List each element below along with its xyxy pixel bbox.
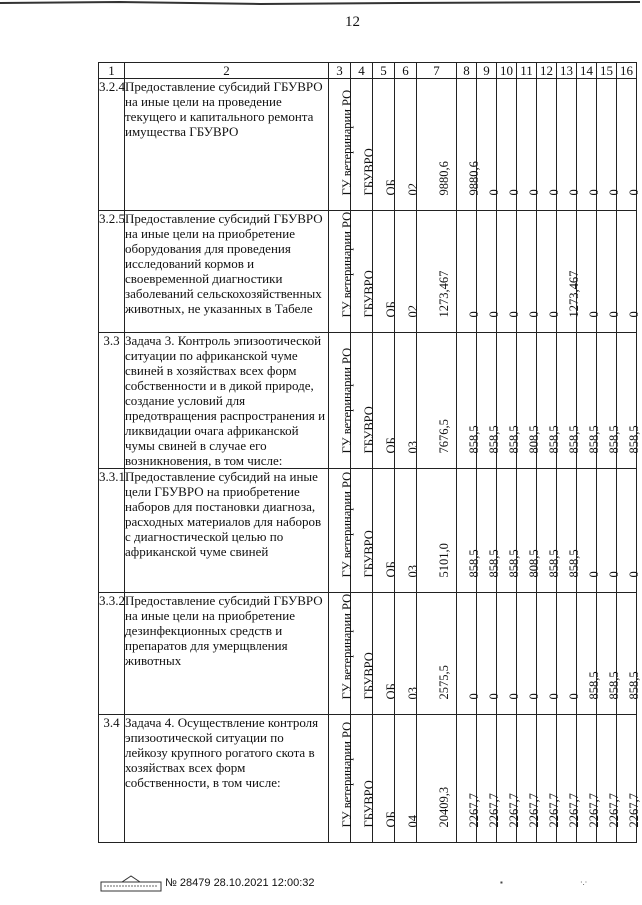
year-amount-cell [617, 211, 641, 333]
year-amount: 858,5 [466, 549, 481, 578]
column-number-9: 9 [477, 63, 497, 79]
year-amount-cell [517, 79, 541, 211]
budget-label: ОБ [383, 179, 398, 196]
executor-label: ГУ ветеринарии РО [339, 471, 354, 578]
column-number-4: 4 [351, 63, 373, 79]
year-amount-cell [597, 333, 621, 469]
agency-label: ГБУВРО [361, 406, 376, 454]
year-amount-cell [597, 469, 621, 593]
section-code-cell [395, 79, 420, 211]
executor-label-cell [329, 715, 354, 843]
executor-label-cell [329, 211, 354, 333]
section-code: 03 [405, 687, 420, 700]
budget-label: ОБ [383, 561, 398, 578]
row-description: Предоставление субсидий ГБУВРО на иные цели на приобретение оборудования для проведения исследований кормов и своевременной диагностики заболеваний сельскохозяйственных животных, не указанных в Табеле [125, 211, 329, 333]
budget-label: ОБ [383, 301, 398, 318]
column-number-16: 16 [617, 63, 637, 79]
year-amount-cell [557, 79, 581, 211]
section-code-cell [395, 333, 420, 469]
year-amount-cell [497, 715, 521, 843]
year-amount: 0 [606, 189, 621, 196]
year-amount-cell [557, 593, 581, 715]
year-amount-cell [537, 211, 561, 333]
year-amount-cell [617, 469, 641, 593]
year-amount: 858,5 [566, 425, 581, 454]
executor-label-cell [329, 593, 354, 715]
year-amount-cell [477, 79, 501, 211]
year-amount: 858,5 [466, 425, 481, 454]
agency-label: ГБУВРО [361, 530, 376, 578]
year-amount: 858,5 [586, 671, 601, 700]
year-amount-cell [517, 593, 541, 715]
year-amount-cell [537, 333, 561, 469]
table-row [99, 469, 637, 593]
year-amount-cell [497, 79, 521, 211]
year-amount: 2267,7 [506, 793, 521, 828]
row-description: Предоставление субсидий ГБУВРО на иные цели на приобретение дезинфекционных средств и препаратов для умерщвления животных [125, 593, 329, 715]
year-amount-cell [577, 333, 601, 469]
year-amount: 0 [546, 189, 561, 196]
year-amount-cell [537, 79, 561, 211]
year-amount-cell [537, 593, 561, 715]
year-amount: 0 [586, 311, 601, 318]
column-number-14: 14 [577, 63, 597, 79]
year-amount: 0 [586, 189, 601, 196]
year-amount: 858,5 [486, 425, 501, 454]
agency-label-cell [351, 211, 376, 333]
year-amount: 858,5 [546, 425, 561, 454]
agency-label: ГБУВРО [361, 780, 376, 828]
table-row [99, 715, 637, 843]
agency-label-cell [351, 469, 376, 593]
year-amount-cell [577, 469, 601, 593]
row-description: Предоставление субсидий ГБУВРО на иные цели на проведение текущего и капитального ремонта имущества ГБУВРО [125, 79, 329, 211]
column-number-11: 11 [517, 63, 537, 79]
budget-label-cell [373, 211, 398, 333]
year-amount: 0 [546, 693, 561, 700]
year-amount: 858,5 [626, 425, 641, 454]
column-number-15: 15 [597, 63, 617, 79]
year-amount-cell [557, 333, 581, 469]
year-amount: 2267,7 [566, 793, 581, 828]
year-amount: 0 [466, 693, 481, 700]
year-amount-cell [517, 211, 541, 333]
year-amount-cell [617, 79, 641, 211]
year-amount: 858,5 [586, 425, 601, 454]
total-amount-cell [417, 469, 457, 593]
column-number-5: 5 [373, 63, 395, 79]
year-amount: 858,5 [506, 549, 521, 578]
year-amount: 2267,7 [546, 793, 561, 828]
year-amount-cell [597, 79, 621, 211]
year-amount: 2267,7 [626, 793, 641, 828]
column-number-row [99, 63, 637, 79]
year-amount-cell [477, 593, 501, 715]
table-row [99, 79, 637, 211]
year-amount-cell [617, 333, 641, 469]
total-amount: 9880,6 [436, 161, 451, 196]
year-amount-cell [557, 211, 581, 333]
executor-label: ГУ ветеринарии РО [339, 593, 354, 700]
section-code-cell [395, 469, 420, 593]
column-number-7: 7 [417, 63, 457, 79]
column-number-1: 1 [99, 63, 125, 79]
section-code: 02 [405, 183, 420, 196]
table-row [99, 333, 637, 469]
year-amount-cell [557, 715, 581, 843]
year-amount: 0 [526, 693, 541, 700]
year-amount: 858,5 [626, 671, 641, 700]
budget-label-cell [373, 593, 398, 715]
total-amount-cell [417, 715, 457, 843]
registry-emblem-icon [100, 874, 162, 892]
year-amount: 2267,7 [606, 793, 621, 828]
column-number-6: 6 [395, 63, 417, 79]
agency-label-cell [351, 593, 376, 715]
column-number-10: 10 [497, 63, 517, 79]
executor-label: ГУ ветеринарии РО [339, 211, 354, 318]
year-amount-cell [457, 79, 481, 211]
year-amount-cell [557, 469, 581, 593]
year-amount: 0 [626, 311, 641, 318]
table-row [99, 593, 637, 715]
section-code: 02 [405, 305, 420, 318]
year-amount-cell [457, 333, 481, 469]
year-amount-cell [457, 469, 481, 593]
year-amount-cell [497, 211, 521, 333]
budget-label: ОБ [383, 437, 398, 454]
year-amount: 2267,7 [586, 793, 601, 828]
column-number-3: 3 [329, 63, 351, 79]
year-amount-cell [597, 593, 621, 715]
agency-label: ГБУВРО [361, 270, 376, 318]
row-code: 3.3 [99, 333, 125, 469]
year-amount: 858,5 [606, 425, 621, 454]
year-amount: 858,5 [486, 549, 501, 578]
year-amount: 0 [606, 311, 621, 318]
executor-label-cell [329, 469, 354, 593]
year-amount: 0 [586, 571, 601, 578]
section-code: 03 [405, 441, 420, 454]
year-amount: 858,5 [546, 549, 561, 578]
row-description: Задача 4. Осуществление контроля эпизоотической ситуации по лейкозу крупного рогатого скота в хозяйствах всех форм собственности, в том числе: [125, 715, 329, 843]
executor-label: ГУ ветеринарии РО [339, 347, 354, 454]
total-amount-cell [417, 593, 457, 715]
row-code: 3.3.1 [99, 469, 125, 593]
scan-top-edge [0, 0, 640, 8]
year-amount: 0 [566, 189, 581, 196]
electronic-signature-stamp [100, 874, 315, 892]
total-amount-cell [417, 211, 457, 333]
page-number: 12 [345, 14, 360, 30]
budget-label: ОБ [383, 683, 398, 700]
executor-label: ГУ ветеринарии РО [339, 721, 354, 828]
year-amount: 1273,467 [566, 270, 581, 318]
year-amount-cell [477, 211, 501, 333]
row-description: Предоставление субсидий на иные цели ГБУВРО на приобретение наборов для постановки диагноза, расходных материалов для наборов с диагностической целью по африканской чуме свиней [125, 469, 329, 593]
year-amount-cell [577, 211, 601, 333]
year-amount-cell [617, 593, 641, 715]
year-amount-cell [497, 333, 521, 469]
row-code: 3.2.4 [99, 79, 125, 211]
total-amount: 20409,3 [436, 786, 451, 828]
table-row [99, 211, 637, 333]
year-amount: 0 [546, 311, 561, 318]
agency-label: ГБУВРО [361, 652, 376, 700]
year-amount-cell [457, 593, 481, 715]
agency-label: ГБУВРО [361, 148, 376, 196]
year-amount: 0 [606, 571, 621, 578]
year-amount: 0 [526, 311, 541, 318]
executor-label: ГУ ветеринарии РО [339, 89, 354, 196]
year-amount-cell [517, 469, 541, 593]
year-amount: 0 [566, 693, 581, 700]
year-amount-cell [477, 333, 501, 469]
year-amount-cell [577, 79, 601, 211]
year-amount: 0 [506, 189, 521, 196]
total-amount: 1273,467 [436, 270, 451, 318]
section-code-cell [395, 715, 420, 843]
year-amount: 0 [486, 693, 501, 700]
section-code: 04 [405, 815, 420, 828]
year-amount-cell [617, 715, 641, 843]
year-amount: 0 [486, 311, 501, 318]
scan-mark: ·.· [580, 878, 588, 887]
budget-label-cell [373, 79, 398, 211]
year-amount: 0 [626, 571, 641, 578]
column-number-13: 13 [557, 63, 577, 79]
year-amount-cell [597, 211, 621, 333]
year-amount: 2267,7 [526, 793, 541, 828]
year-amount-cell [517, 333, 541, 469]
year-amount: 0 [466, 311, 481, 318]
year-amount: 0 [506, 311, 521, 318]
year-amount-cell [517, 715, 541, 843]
year-amount: 0 [626, 189, 641, 196]
year-amount-cell [597, 715, 621, 843]
year-amount-cell [577, 593, 601, 715]
budget-label-cell [373, 715, 398, 843]
year-amount: 858,5 [606, 671, 621, 700]
column-number-8: 8 [457, 63, 477, 79]
registration-stamp-text: № 28479 28.10.2021 12:00:32 [165, 877, 315, 889]
total-amount-cell [417, 79, 457, 211]
total-amount: 5101,0 [436, 543, 451, 578]
year-amount: 0 [526, 189, 541, 196]
year-amount: 0 [506, 693, 521, 700]
year-amount: 9880,6 [466, 161, 481, 196]
year-amount-cell [477, 469, 501, 593]
budget-label-cell [373, 469, 398, 593]
section-code-cell [395, 211, 420, 333]
year-amount-cell [457, 211, 481, 333]
section-code: 03 [405, 565, 420, 578]
total-amount: 2575,5 [436, 665, 451, 700]
year-amount-cell [457, 715, 481, 843]
executor-label-cell [329, 333, 354, 469]
year-amount: 0 [486, 189, 501, 196]
year-amount: 2267,7 [486, 793, 501, 828]
year-amount-cell [497, 469, 521, 593]
executor-label-cell [329, 79, 354, 211]
scan-mark: ▪ [500, 878, 503, 887]
year-amount: 858,5 [506, 425, 521, 454]
year-amount: 858,5 [566, 549, 581, 578]
year-amount-cell [497, 593, 521, 715]
column-number-2: 2 [125, 63, 329, 79]
year-amount: 2267,7 [466, 793, 481, 828]
budget-label-cell [373, 333, 398, 469]
year-amount-cell [577, 715, 601, 843]
year-amount: 808,5 [526, 425, 541, 454]
section-code-cell [395, 593, 420, 715]
agency-label-cell [351, 79, 376, 211]
row-code: 3.3.2 [99, 593, 125, 715]
year-amount: 808,5 [526, 549, 541, 578]
program-funding-table [98, 62, 641, 843]
year-amount-cell [537, 715, 561, 843]
row-code: 3.4 [99, 715, 125, 843]
agency-label-cell [351, 333, 376, 469]
row-description: Задача 3. Контроль эпизоотической ситуации по африканской чуме свиней в хозяйствах всех форм собственности и в дикой природе, создание условий для предотвращения распространения и ликвидации очага африканской чумы свиней в случае его возникновения, в том числе: [125, 333, 329, 469]
year-amount-cell [537, 469, 561, 593]
total-amount-cell [417, 333, 457, 469]
column-number-12: 12 [537, 63, 557, 79]
budget-label: ОБ [383, 811, 398, 828]
agency-label-cell [351, 715, 376, 843]
row-code: 3.2.5 [99, 211, 125, 333]
total-amount: 7676,5 [436, 419, 451, 454]
year-amount-cell [477, 715, 501, 843]
